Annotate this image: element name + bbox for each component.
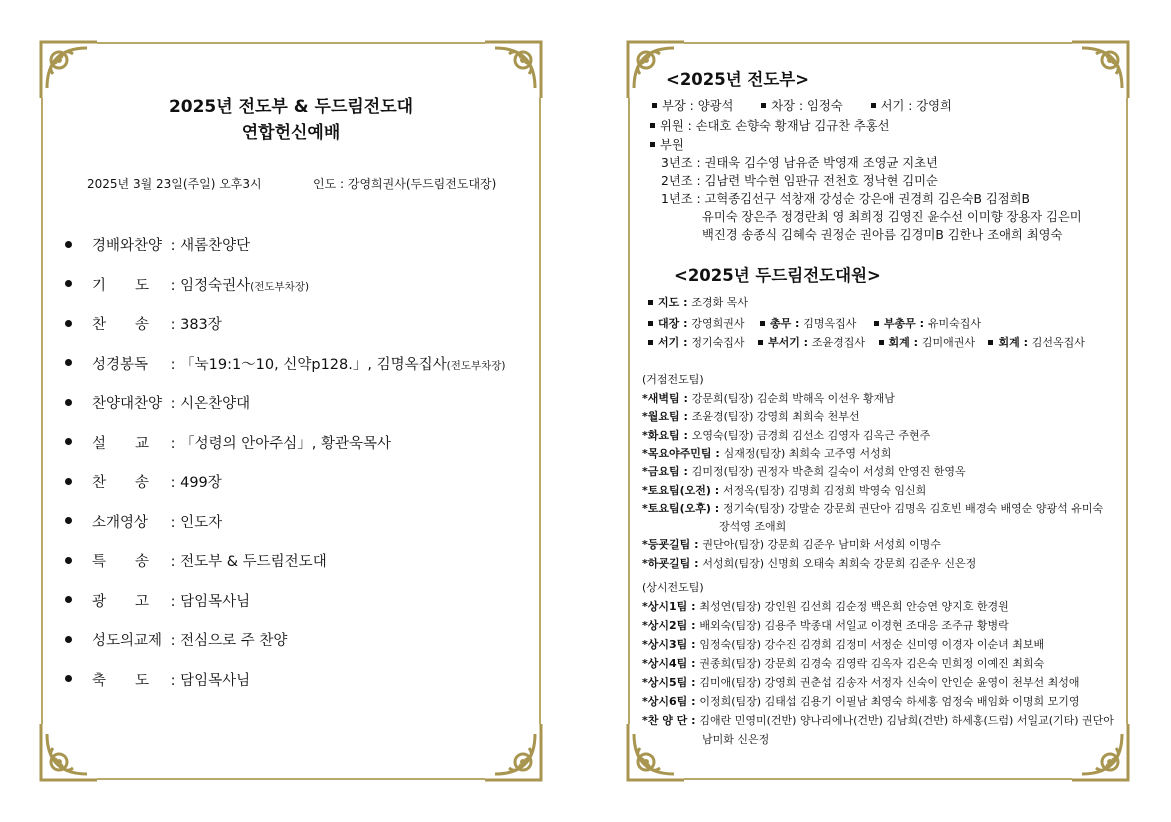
- program-label: 찬양대찬양: [92, 396, 163, 412]
- leader-name: 김명옥집사: [803, 317, 857, 330]
- leaders-row: [648, 315, 981, 331]
- program-item: 광 고 : 담임목사님: [65, 590, 250, 611]
- asterisk-icon: *: [642, 556, 648, 570]
- program-content: 「눅19:1～10, 신약p128.」, 김명옥집사: [180, 356, 447, 373]
- team-members: 서성희(팀장) 신명희 오태숙 최희숙 강문희 김준우 신은정: [702, 556, 977, 570]
- program-item: 축 도 : 담임목사님: [65, 669, 250, 690]
- asterisk-icon: *: [642, 465, 648, 479]
- team-members: 최성연(팀장) 강인원 김선희 김순정 백은희 안승연 양지호 한경원: [699, 600, 1009, 613]
- team-row: [642, 427, 930, 443]
- frame-bottom: [684, 778, 1072, 780]
- leader-label: 서기 :: [658, 336, 692, 349]
- program-content: 담임목사님: [180, 593, 251, 610]
- team-members: 임정숙(팀장) 강수진 김경희 김정미 서정순 신미영 이경자 이순녀 최보배: [699, 638, 1045, 651]
- members-row: [650, 116, 890, 134]
- group-header: [650, 135, 684, 153]
- leader-name: 김선옥집사: [1031, 336, 1085, 349]
- bullet-icon: [65, 320, 72, 327]
- team-members: 권종희(팀장) 강문희 김경숙 김영락 김옥자 김은숙 민희정 이예진 최희숙: [699, 657, 1045, 670]
- bullet-icon: [65, 359, 72, 366]
- corner-ornament-icon: [1068, 720, 1132, 784]
- program-content: 시온찬양대: [180, 396, 251, 412]
- program-label: 성경봉독: [92, 356, 149, 373]
- group-header-label: 부원: [660, 138, 684, 152]
- program-item: 찬 송 : 383장: [65, 313, 222, 334]
- program-item: 찬양대찬양 : 시온찬양대: [65, 392, 250, 413]
- leader-label: 부서기 :: [767, 336, 812, 349]
- leader-name: 정기숙집사: [691, 336, 745, 349]
- frame-left: [628, 98, 630, 724]
- team-label: 찬 양 단 :: [647, 714, 700, 727]
- service-date: 2025년 3월 23일(주일) 오후3시: [87, 177, 262, 191]
- team-members: 김미애(팀장) 강영희 권춘섭 김송자 서정자 신숙이 안인순 윤영이 천부선 최성애: [699, 676, 1080, 689]
- team-row: [642, 463, 966, 479]
- officer-name: 임정숙: [807, 99, 843, 113]
- program-item: 설 교 : 「성령의 안아주심」, 황관욱목사: [65, 432, 391, 453]
- team-label: 상시5팀 :: [647, 676, 700, 689]
- leader-name: 조윤경집사: [811, 336, 866, 349]
- team-label: 토요팀(오전) :: [647, 483, 724, 497]
- team-group-header: (상시전도팀): [642, 581, 704, 594]
- leader-name: 김미애권사: [921, 336, 975, 349]
- frame-top: [97, 42, 485, 44]
- program-item: 성도의교제 : 전심으로 주 찬양: [65, 629, 287, 650]
- team-row: [642, 598, 1009, 614]
- program-item: 특 송 : 전도부 & 두드림전도대: [65, 550, 327, 571]
- group-line: 3년조 : 권태욱 김수영 남유준 박영재 조영균 지초년: [661, 156, 938, 170]
- frame-right: [539, 98, 541, 724]
- leader-label: 총무 :: [769, 317, 804, 330]
- bullet-icon: [65, 636, 72, 643]
- program-label: 설 교: [92, 435, 150, 452]
- members-line: 위원 : 손대호 손향숙 황재남 김규찬 추홍선: [660, 119, 890, 133]
- team-members: 심재정(팀장) 최희숙 고주영 서성희: [723, 446, 892, 460]
- frame-right: [1126, 98, 1128, 724]
- team-label: 목요야주민팀 :: [647, 446, 724, 460]
- asterisk-icon: *: [642, 714, 648, 727]
- section-title-evangelism: <2025년 전도부>: [666, 70, 810, 89]
- officer-label: 부장 :: [662, 99, 698, 113]
- program-label: 찬 송: [92, 475, 150, 491]
- officer-label: 차장 :: [771, 99, 807, 113]
- group-line: 유미숙 장은주 정경란최 영 최희정 김영진 윤수선 이미향 장용자 김은미: [702, 210, 1082, 224]
- team-row: [642, 482, 926, 498]
- team-members: 권단아(팀장) 강문희 김준우 남미화 서성희 이명수: [702, 538, 941, 552]
- team-members: 조윤경(팀장) 강영희 최희숙 천부선: [691, 410, 860, 424]
- frame-top: [684, 42, 1072, 44]
- team-members: 김애란 민영미(건반) 양나리에나(건반) 김남희(건반) 하세홍(드럼) 서일교(기타) 권단아: [699, 714, 1114, 727]
- program-content: 「성령의 안아주심」, 황관욱목사: [180, 435, 392, 452]
- asterisk-icon: *: [642, 638, 648, 651]
- group-line: 2년조 : 김남련 박수현 임판규 전천호 정낙현 김미순: [661, 174, 938, 188]
- leader-name: 유미숙집사: [927, 317, 981, 330]
- program-note: (전도부차장): [250, 280, 310, 293]
- asterisk-icon: *: [642, 446, 648, 460]
- asterisk-icon: *: [642, 428, 648, 442]
- team-row: [642, 555, 976, 571]
- team-label: 상시4팀 :: [647, 657, 700, 670]
- program-content: 전도부 & 두드림전도대: [180, 554, 327, 570]
- corner-ornament-icon: [37, 720, 101, 784]
- bullet-icon: [65, 517, 72, 524]
- asterisk-icon: *: [642, 501, 648, 515]
- bullet-icon: [65, 280, 72, 287]
- team-members: 오영숙(팀장) 금경희 김선소 김영자 김옥근 주현주: [691, 428, 931, 442]
- corner-ornament-icon: [1068, 38, 1132, 102]
- team-members: 배외숙(팀장) 김용주 박종대 서일교 이경현 조대응 조주규 황병락: [699, 619, 1009, 632]
- program-content: 임정숙권사: [180, 277, 251, 294]
- program-item: 찬 송 : 499장: [65, 471, 222, 492]
- asterisk-icon: *: [642, 483, 648, 497]
- frame-left: [41, 98, 43, 724]
- team-row: [642, 408, 860, 424]
- team-group-header: (거점전도팀): [642, 373, 704, 386]
- corner-ornament-icon: [481, 720, 545, 784]
- program-note: (전도부차장): [446, 359, 506, 372]
- team-members: 이정희(팀장) 김태섭 김용기 이필남 최영숙 하세홍 엄정숙 배임화 이명희 모기영: [699, 695, 1080, 708]
- leaders-row: [648, 294, 748, 310]
- team-row: [642, 655, 1044, 671]
- leader-name: 조경화 목사: [691, 296, 748, 309]
- program-content: 499장: [180, 475, 222, 491]
- right-page: [624, 38, 1132, 784]
- program-content: 새롬찬양단: [180, 238, 251, 254]
- team-row: [642, 712, 1114, 728]
- team-row: [642, 617, 1009, 633]
- program-item: 소개영상 : 인도자: [65, 511, 222, 532]
- bullet-icon: [65, 241, 72, 248]
- program-content: 383장: [180, 317, 222, 333]
- team-row: [642, 390, 895, 406]
- team-label: 상시3팀 :: [647, 638, 700, 651]
- officers-row: [652, 96, 952, 114]
- team-row: [642, 500, 1103, 516]
- program-label: 기 도: [92, 277, 150, 294]
- bullet-icon: [65, 399, 72, 406]
- team-label: 등굣길팀 :: [647, 538, 703, 552]
- team-members: 김미정(팀장) 권정자 박춘희 길숙이 서성희 안영진 한영옥: [691, 465, 966, 479]
- program-item: 성경봉독 : 「눅19:1～10, 신약p128.」, 김명옥집사(전도부차장): [65, 353, 506, 374]
- team-members: 남미화 신은정: [702, 733, 770, 746]
- program-content: 인도자: [180, 514, 223, 531]
- bullet-icon: [65, 675, 72, 682]
- team-row: [642, 674, 1079, 690]
- program-label: 성도의교제: [92, 633, 163, 649]
- team-label: 상시1팀 :: [647, 600, 700, 613]
- team-members: 장석영 조애희: [719, 520, 787, 534]
- left-page: [37, 38, 545, 784]
- officer-label: 서기 :: [880, 99, 917, 113]
- bullet-icon: [65, 438, 72, 445]
- officer-name: 강영희: [916, 99, 952, 113]
- asterisk-icon: *: [642, 619, 648, 632]
- team-row: [719, 518, 786, 534]
- program-label: 축 도: [92, 672, 150, 689]
- team-label: 새벽팀 :: [647, 392, 692, 405]
- team-members: 서정옥(팀장) 김명희 김정희 박영숙 임신희: [723, 483, 927, 497]
- program-label: 경배와찬양: [92, 238, 163, 254]
- team-label: 월요팀 :: [647, 410, 692, 424]
- frame-bottom: [97, 778, 485, 780]
- team-label: 화요팀 :: [647, 428, 692, 442]
- page-subtitle: 연합헌신예배: [241, 123, 341, 143]
- team-row: [642, 636, 1044, 652]
- team-label: 상시2팀 :: [647, 619, 700, 632]
- program-label: 광 고: [92, 593, 150, 610]
- asterisk-icon: *: [642, 392, 648, 405]
- team-label: 하굣길팀 :: [647, 556, 703, 570]
- group-line: 1년조 : 고혁종김선구 석창재 강성순 강은애 권경희 김은숙B 김점희B: [661, 192, 1030, 206]
- bullet-icon: [65, 596, 72, 603]
- asterisk-icon: *: [642, 600, 648, 613]
- leader-label: 대장 :: [658, 317, 692, 330]
- asterisk-icon: *: [642, 695, 648, 708]
- program-item: 기 도 : 임정숙권사(전도부차장): [65, 274, 309, 295]
- team-members: 정기숙(팀장) 강말순 강문희 권단아 김명옥 김호빈 배경숙 배영순 양광석 유미숙: [723, 501, 1104, 515]
- team-label: 상시6팀 :: [647, 695, 700, 708]
- bullet-icon: [65, 557, 72, 564]
- team-members: 강문희(팀장) 김순희 박해옥 이선우 황재남: [691, 392, 895, 405]
- program-label: 찬 송: [92, 317, 150, 333]
- team-row: [642, 445, 891, 461]
- asterisk-icon: *: [642, 657, 648, 670]
- program-label: 특 송: [92, 554, 150, 570]
- group-line: 백진경 송종식 김혜숙 권정순 권아름 김경미B 김한나 조애희 최영숙: [702, 228, 1063, 242]
- leader-label: 회계 :: [998, 336, 1032, 349]
- program-content: 담임목사님: [180, 672, 251, 689]
- team-label: 토요팀(오후) :: [647, 501, 724, 515]
- asterisk-icon: *: [642, 538, 648, 552]
- team-row: [702, 731, 769, 747]
- program-item: 경배와찬양 : 새롬찬양단: [65, 234, 250, 255]
- officer-name: 양광석: [697, 99, 734, 113]
- asterisk-icon: *: [642, 410, 648, 424]
- section-title-dodream: <2025년 두드림전도대원>: [674, 266, 881, 285]
- service-leader: 인도 : 강영희권사(두드림전도대장): [313, 177, 497, 191]
- program-content: 전심으로 주 찬양: [180, 633, 288, 649]
- asterisk-icon: *: [642, 676, 648, 689]
- leader-label: 회계 :: [888, 336, 922, 349]
- corner-ornament-icon: [624, 720, 688, 784]
- leaders-row: [648, 334, 1085, 350]
- team-label: 금요팀 :: [647, 465, 692, 479]
- leader-name: 강영희권사: [691, 317, 745, 330]
- team-row: [642, 693, 1079, 709]
- program-label: 소개영상: [92, 514, 149, 531]
- leader-label: 부총무 :: [883, 317, 928, 330]
- leader-label: 지도 :: [658, 296, 692, 309]
- page-title: 2025년 전도부 & 두드림전도대: [168, 97, 414, 117]
- bullet-icon: [65, 478, 72, 485]
- team-row: [642, 536, 941, 552]
